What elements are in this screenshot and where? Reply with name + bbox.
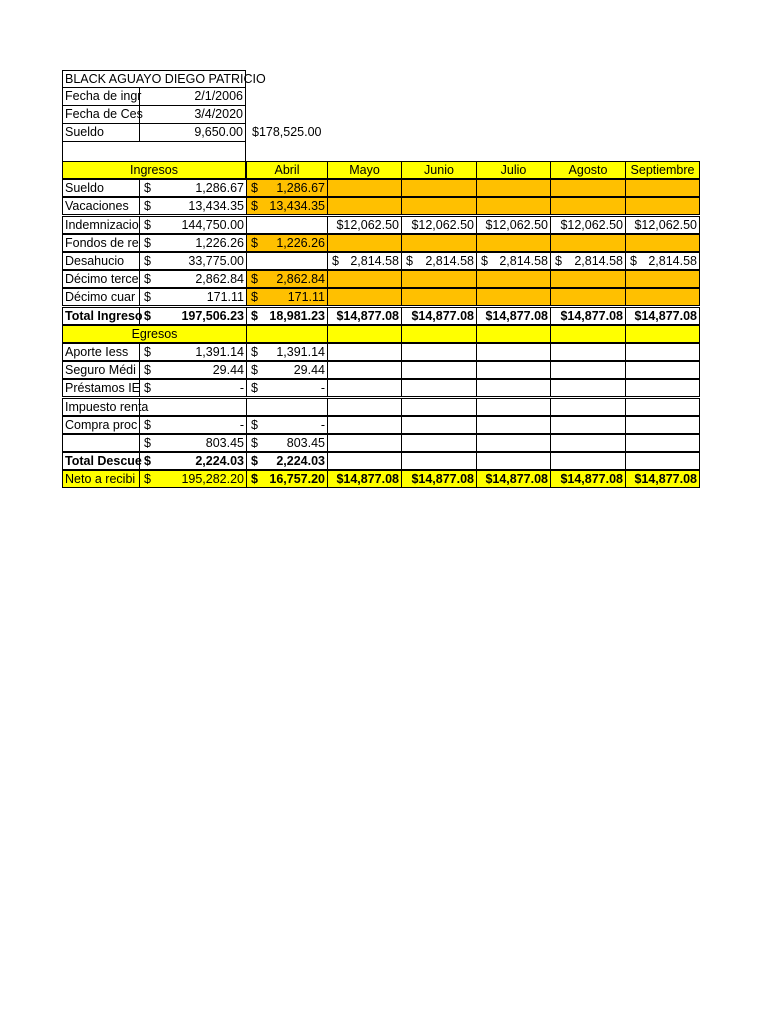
monthly-value[interactable] [327,252,402,270]
currency-symbol: $ [481,254,488,268]
cell-value: - [320,418,325,432]
ingreso-total[interactable] [139,270,247,288]
empty-cell[interactable] [550,434,626,452]
ingreso-total[interactable] [139,252,247,270]
cell-value: 16,757.20 [269,472,325,486]
cell-value: 2,814.58 [499,254,548,268]
cell-value: 144,750.00 [181,218,244,232]
egreso-total[interactable] [139,361,247,379]
currency-symbol: $ [144,199,151,213]
ingresos-header[interactable]: Ingresos [62,161,246,179]
ingreso-total[interactable] [139,288,247,306]
currency-symbol: $ [251,290,258,304]
currency-symbol: $ [251,236,258,250]
cell-value: 2,224.03 [276,454,325,468]
egreso-abril[interactable] [246,434,328,452]
blank-row [62,142,246,161]
month-header-julio[interactable]: Julio [476,161,551,179]
ingreso-total[interactable] [139,197,247,215]
empty-cell[interactable] [476,416,551,434]
empty-cell[interactable] [625,234,700,252]
month-header-junio[interactable]: Junio [401,161,477,179]
egreso-total[interactable] [139,343,247,361]
cell-value: 13,434.35 [188,199,244,213]
monthly-value[interactable]: $12,062.50 [625,216,700,234]
month-header-abril[interactable]: Abril [246,161,328,179]
egresos-header-cell[interactable] [246,325,328,343]
monthly-value[interactable]: $12,062.50 [327,216,402,234]
cell-value: 29.44 [293,363,325,377]
ingreso-label[interactable]: Décimo cuar [62,288,140,306]
total-ingresos-label[interactable]: Total Ingreso [62,307,140,325]
empty-cell[interactable] [476,434,551,452]
cell-value: 2,862.84 [276,272,325,286]
empty-cell[interactable] [476,270,551,288]
fecha-ingreso-label[interactable]: Fecha de ingr [62,88,139,106]
month-header-septiembre[interactable]: Septiembre [625,161,700,179]
currency-symbol: $ [251,454,258,468]
cell-value: 2,862.84 [195,272,244,286]
cell-value: 18,981.23 [269,309,325,323]
empty-cell[interactable] [327,197,402,215]
employee-name[interactable]: BLACK AGUAYO DIEGO PATRICIO [62,70,246,88]
empty-cell[interactable] [327,234,402,252]
total-ingresos-month[interactable]: $14,877.08 [401,307,477,325]
empty-cell[interactable] [625,197,700,215]
cell-value: 2,814.58 [574,254,623,268]
cell-value: 197,506.23 [181,309,244,323]
empty-cell[interactable] [625,179,700,197]
egreso-abril[interactable] [246,379,328,397]
total-ingresos-month[interactable]: $14,877.08 [476,307,551,325]
neto-month[interactable]: $14,877.08 [625,470,700,488]
egresos-header-cell[interactable] [401,325,477,343]
sueldo-total-value[interactable]: $178,525.00 [252,125,322,139]
empty-cell[interactable] [476,179,551,197]
ingreso-label[interactable]: Indemnizacio [62,216,140,234]
empty-cell[interactable] [476,343,551,361]
empty-cell[interactable] [625,343,700,361]
cell-value: 2,814.58 [425,254,474,268]
currency-symbol: $ [251,363,258,377]
empty-cell[interactable] [476,197,551,215]
monthly-value[interactable] [550,252,626,270]
empty-cell[interactable] [246,252,328,270]
empty-cell[interactable] [550,361,626,379]
egreso-abril[interactable] [246,416,328,434]
egresos-header-cell[interactable] [327,325,402,343]
fecha-ingreso-value[interactable]: 2/1/2006 [139,88,246,106]
empty-cell[interactable] [327,434,402,452]
currency-symbol: $ [144,181,151,195]
currency-symbol: $ [251,472,258,486]
empty-cell[interactable] [625,288,700,306]
egreso-total[interactable] [139,416,247,434]
currency-symbol: $ [251,272,258,286]
cell-value: 1,391.14 [276,345,325,359]
currency-symbol: $ [251,199,258,213]
currency-symbol: $ [144,254,151,268]
neto-abril[interactable] [246,470,328,488]
currency-symbol: $ [144,345,151,359]
empty-cell[interactable] [550,270,626,288]
empty-cell[interactable] [401,197,477,215]
empty-cell[interactable] [550,379,626,397]
empty-cell[interactable] [401,398,477,416]
egresos-header-cell[interactable] [550,325,626,343]
empty-cell[interactable] [476,452,551,470]
currency-symbol: $ [144,381,151,395]
empty-cell[interactable] [625,379,700,397]
empty-cell[interactable] [327,452,402,470]
cell-value: 803.45 [205,436,244,450]
empty-cell[interactable] [476,379,551,397]
neto-month[interactable]: $14,877.08 [550,470,626,488]
total-ingresos-month[interactable]: $14,877.08 [327,307,402,325]
total-descuentos-abril[interactable] [246,452,328,470]
egreso-total[interactable] [139,398,247,416]
currency-symbol: $ [144,472,151,486]
egreso-label[interactable]: Préstamos IE [62,379,140,397]
currency-symbol: $ [144,236,151,250]
egreso-total[interactable] [139,379,247,397]
neto-month[interactable]: $14,877.08 [476,470,551,488]
empty-cell[interactable] [401,416,477,434]
currency-symbol: $ [251,309,258,323]
empty-cell[interactable] [550,398,626,416]
empty-cell[interactable] [476,288,551,306]
currency-symbol: $ [555,254,562,268]
ingreso-label[interactable]: Desahucio [62,252,140,270]
abril-value[interactable] [246,288,328,306]
empty-cell[interactable] [327,379,402,397]
neto-month[interactable]: $14,877.08 [401,470,477,488]
egreso-label[interactable] [62,434,140,452]
sueldo-label[interactable]: Sueldo [62,124,139,142]
ingreso-total[interactable] [139,234,247,252]
egresos-header-cell[interactable] [625,325,700,343]
ingreso-label[interactable]: Sueldo [62,179,140,197]
cell-value: 803.45 [286,436,325,450]
empty-cell[interactable] [401,179,477,197]
total-ingresos-value[interactable] [139,307,247,325]
abril-value[interactable] [246,270,328,288]
currency-symbol: $ [144,309,151,323]
empty-cell[interactable] [550,288,626,306]
egreso-abril[interactable] [246,361,328,379]
currency-symbol: $ [144,290,151,304]
empty-cell[interactable] [327,416,402,434]
egreso-label[interactable]: Compra proc [62,416,140,434]
cell-value: - [239,381,244,395]
cell-value: 1,286.67 [276,181,325,195]
empty-cell[interactable] [476,398,551,416]
fecha-cese-value[interactable]: 3/4/2020 [139,106,246,124]
empty-cell[interactable] [550,179,626,197]
empty-cell[interactable] [625,270,700,288]
total-descuentos-value[interactable] [139,452,247,470]
empty-cell[interactable] [327,179,402,197]
empty-cell[interactable] [401,234,477,252]
cell-value: 1,226.26 [276,236,325,250]
monthly-value[interactable] [625,252,700,270]
cell-value: 33,775.00 [188,254,244,268]
empty-cell[interactable] [246,398,328,416]
empty-cell[interactable] [327,398,402,416]
empty-cell[interactable] [401,452,477,470]
egreso-label[interactable]: Seguro Médi [62,361,140,379]
monthly-value[interactable]: $12,062.50 [401,216,477,234]
empty-cell[interactable] [327,270,402,288]
month-header-mayo[interactable]: Mayo [327,161,402,179]
empty-cell[interactable] [550,234,626,252]
empty-cell[interactable] [625,452,700,470]
neto-month[interactable]: $14,877.08 [327,470,402,488]
empty-cell[interactable] [476,361,551,379]
fecha-cese-label[interactable]: Fecha de Ces [62,106,139,124]
egreso-total[interactable] [139,434,247,452]
currency-symbol: $ [144,454,151,468]
abril-value[interactable] [246,234,328,252]
empty-cell[interactable] [327,288,402,306]
cell-value: - [239,418,244,432]
ingreso-label[interactable]: Vacaciones [62,197,140,215]
ingreso-total[interactable] [139,179,247,197]
cell-value: - [320,381,325,395]
total-ingresos-abril[interactable] [246,307,328,325]
currency-symbol: $ [144,272,151,286]
egreso-label[interactable]: Aporte Iess [62,343,140,361]
empty-cell[interactable] [625,398,700,416]
cell-value: 1,286.67 [195,181,244,195]
empty-cell[interactable] [401,270,477,288]
cell-value: 2,814.58 [648,254,697,268]
empty-cell[interactable] [550,197,626,215]
ingreso-total[interactable] [139,216,247,234]
currency-symbol: $ [251,418,258,432]
empty-cell[interactable] [625,416,700,434]
cell-value: 29.44 [212,363,244,377]
empty-cell[interactable] [476,234,551,252]
egresos-header[interactable]: Egresos [62,325,247,343]
empty-cell[interactable] [625,434,700,452]
cell-value: 13,434.35 [269,199,325,213]
empty-cell[interactable] [550,452,626,470]
monthly-value[interactable] [401,252,477,270]
currency-symbol: $ [144,436,151,450]
abril-value[interactable] [246,197,328,215]
neto-label[interactable]: Neto a recibi [62,470,140,488]
month-header-agosto[interactable]: Agosto [550,161,626,179]
ingreso-label[interactable]: Décimo terce [62,270,140,288]
currency-symbol: $ [332,254,339,268]
currency-symbol: $ [251,381,258,395]
monthly-value[interactable]: $12,062.50 [550,216,626,234]
empty-cell[interactable] [246,216,328,234]
cell-value: 1,391.14 [195,345,244,359]
cell-value: 2,814.58 [350,254,399,268]
currency-symbol: $ [630,254,637,268]
total-ingresos-month[interactable]: $14,877.08 [625,307,700,325]
ingreso-label[interactable]: Fondos de re [62,234,140,252]
currency-symbol: $ [251,345,258,359]
cell-value: 171.11 [206,290,244,304]
total-ingresos-month[interactable]: $14,877.08 [550,307,626,325]
empty-cell[interactable] [401,343,477,361]
monthly-value[interactable]: $12,062.50 [476,216,551,234]
currency-symbol: $ [251,436,258,450]
neto-total[interactable] [139,470,247,488]
abril-value[interactable] [246,179,328,197]
cell-value: 1,226.26 [195,236,244,250]
egresos-header-cell[interactable] [476,325,551,343]
currency-symbol: $ [144,363,151,377]
currency-symbol: $ [144,218,151,232]
empty-cell[interactable] [550,416,626,434]
empty-cell[interactable] [550,343,626,361]
currency-symbol: $ [144,418,151,432]
empty-cell[interactable] [327,343,402,361]
total-descuentos-label[interactable]: Total Descue [62,452,140,470]
cell-value: 2,224.03 [195,454,244,468]
currency-symbol: $ [251,181,258,195]
empty-cell[interactable] [401,288,477,306]
empty-cell[interactable] [625,361,700,379]
cell-value: 195,282.20 [181,472,244,486]
cell-value: 171.11 [287,290,325,304]
empty-cell[interactable] [401,361,477,379]
monthly-value[interactable] [476,252,551,270]
empty-cell[interactable] [327,361,402,379]
empty-cell[interactable] [401,379,477,397]
egreso-abril[interactable] [246,343,328,361]
sueldo-value[interactable]: 9,650.00 [139,124,246,142]
currency-symbol: $ [406,254,413,268]
egreso-label[interactable]: Impuesto renta [62,398,140,416]
empty-cell[interactable] [401,434,477,452]
